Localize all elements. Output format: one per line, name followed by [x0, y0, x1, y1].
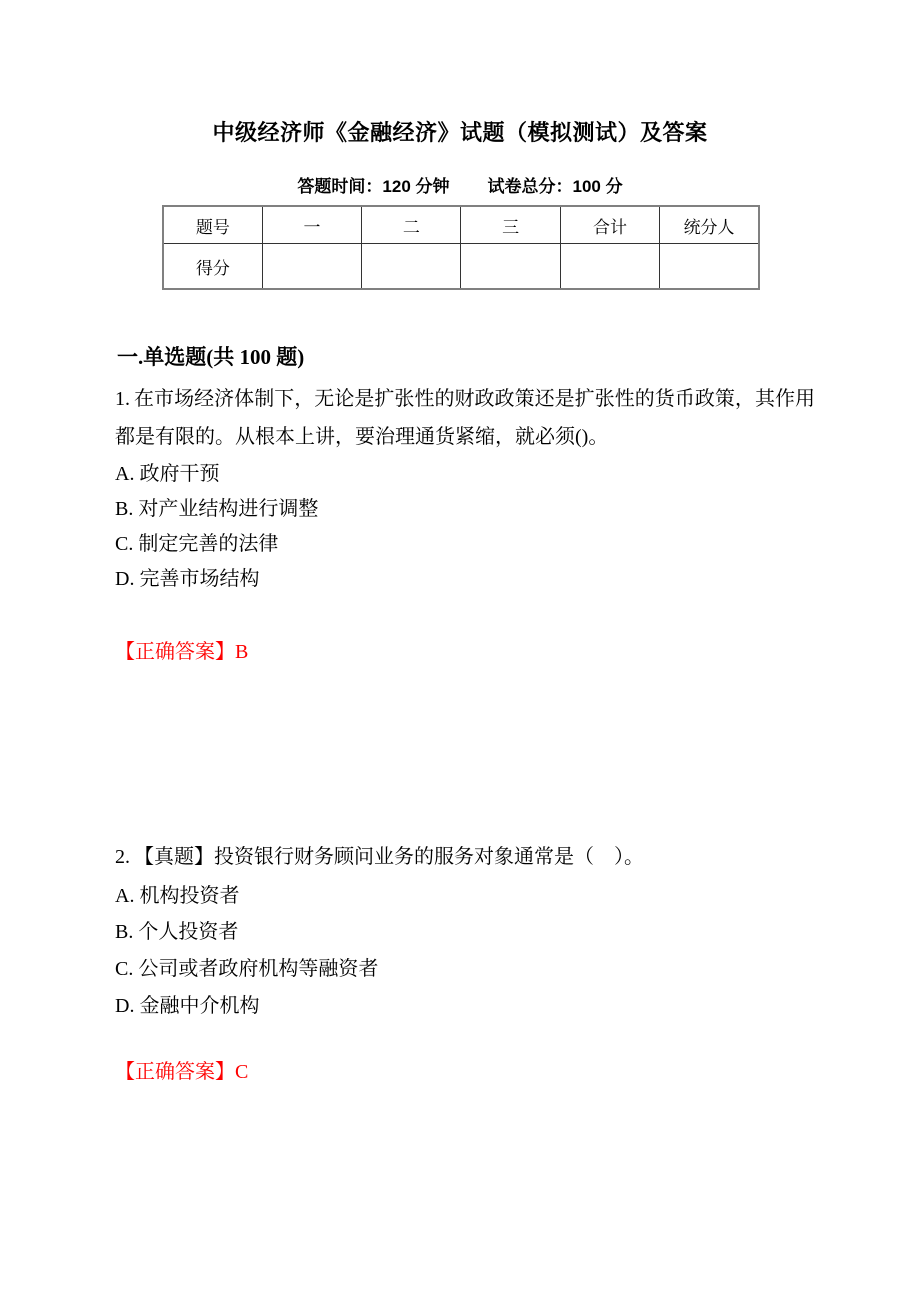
- question-1-number: 1.: [115, 388, 130, 410]
- score-table-header-cell: 一: [262, 206, 361, 244]
- question-2-option-a: A. 机构投资者: [115, 885, 240, 907]
- score-cell-empty: [660, 244, 759, 290]
- score-cell-empty: [362, 244, 461, 290]
- score-table: [162, 205, 760, 290]
- question-2-option-c: C. 公司或者政府机构等融资者: [115, 958, 379, 980]
- question-1-option-a: A. 政府干预: [115, 463, 220, 485]
- question-1-option-c: C. 制定完善的法律: [115, 533, 279, 555]
- exam-time-label: 答题时间：120 分钟: [297, 177, 450, 196]
- question-2-body: 【真题】投资银行财务顾问业务的服务对象通常是（ ）。: [134, 846, 644, 868]
- score-cell-empty: [461, 244, 560, 290]
- question-2-option-d: D. 金融中介机构: [115, 995, 260, 1017]
- score-cell-empty: [262, 244, 361, 290]
- score-table-score-row: [163, 244, 759, 290]
- score-table-header-cell: 题号: [163, 206, 262, 244]
- score-table-header-cell: 三: [461, 206, 560, 244]
- question-2-option-b: B. 个人投资者: [115, 921, 239, 943]
- question-1-body: 在市场经济体制下，无论是扩张性的财政政策还是扩张性的货币政策，其作用都是有限的。从根本上讲，要治理通货紧缩，就必须()。: [115, 388, 815, 448]
- question-1-option-d: D. 完善市场结构: [115, 568, 260, 590]
- question-2-answer: [115, 1060, 815, 1084]
- score-row-label: 得分: [163, 244, 262, 290]
- correct-answer-letter: C: [235, 1061, 249, 1083]
- document-title: 中级经济师《金融经济》试题（模拟测试）及答案: [212, 120, 708, 145]
- question-1-text: [115, 380, 815, 456]
- correct-answer-letter: B: [235, 641, 249, 663]
- correct-answer-label: 【正确答案】: [115, 641, 235, 663]
- total-score-label: 试卷总分：100 分: [487, 177, 623, 196]
- score-cell-empty: [560, 244, 659, 290]
- question-2-text: [115, 845, 815, 869]
- question-1-answer: [115, 640, 815, 664]
- question-2-number: 2.: [115, 846, 130, 868]
- question-1-option-b: B. 对产业结构进行调整: [115, 498, 319, 520]
- correct-answer-label: 【正确答案】: [115, 1061, 235, 1083]
- score-table-header-row: [163, 206, 759, 244]
- score-table-header-cell: 二: [362, 206, 461, 244]
- section-heading: 一.单选题(共 100 题): [117, 345, 305, 369]
- score-table-header-cell: 统分人: [660, 206, 759, 244]
- score-table-header-cell: 合计: [560, 206, 659, 244]
- document-subtitle: [0, 176, 920, 198]
